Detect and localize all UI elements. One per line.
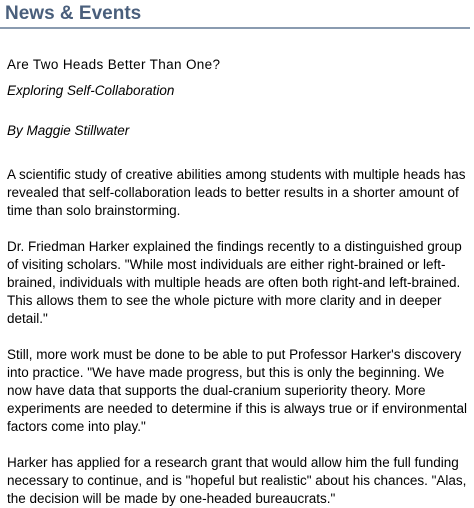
article-subtitle: Exploring Self-Collaboration xyxy=(7,83,175,98)
article-paragraph: A scientific study of creative abilities among students with multiple heads has revealed that self-collaboration leads to better results in a shorter amount of time than solo brainstorming. xyxy=(7,167,466,218)
article-paragraph: Still, more work must be done to be able to put Professor Harker's discovery into practice. "We have made progress, but this is only the beginning. We now have data that supports the dual-cranium superiority theory. More experiments are needed to determine if this is always true or if environmental factors come into play." xyxy=(7,347,467,434)
article-paragraph: Harker has applied for a research grant that would allow him the full funding necessary to continue, and is "hopeful but realistic" about his chances. "Alas, the decision will be made by one-headed bureaucrats." xyxy=(7,455,467,506)
article-headline: Are Two Heads Better Than One? xyxy=(7,57,221,72)
section-title: News & Events xyxy=(5,3,142,24)
article-paragraph: Dr. Friedman Harker explained the findings recently to a distinguished group of visiting scholars. "While most individuals are either right-brained or left-brained, individuals with multiple heads are often both right-and left-brained. This allows them to see the whole picture with more clarity and in deeper detail." xyxy=(7,239,462,326)
section-divider xyxy=(0,27,470,29)
article xyxy=(7,56,469,508)
article-byline: By Maggie Stillwater xyxy=(7,123,130,138)
section-header xyxy=(0,0,474,30)
